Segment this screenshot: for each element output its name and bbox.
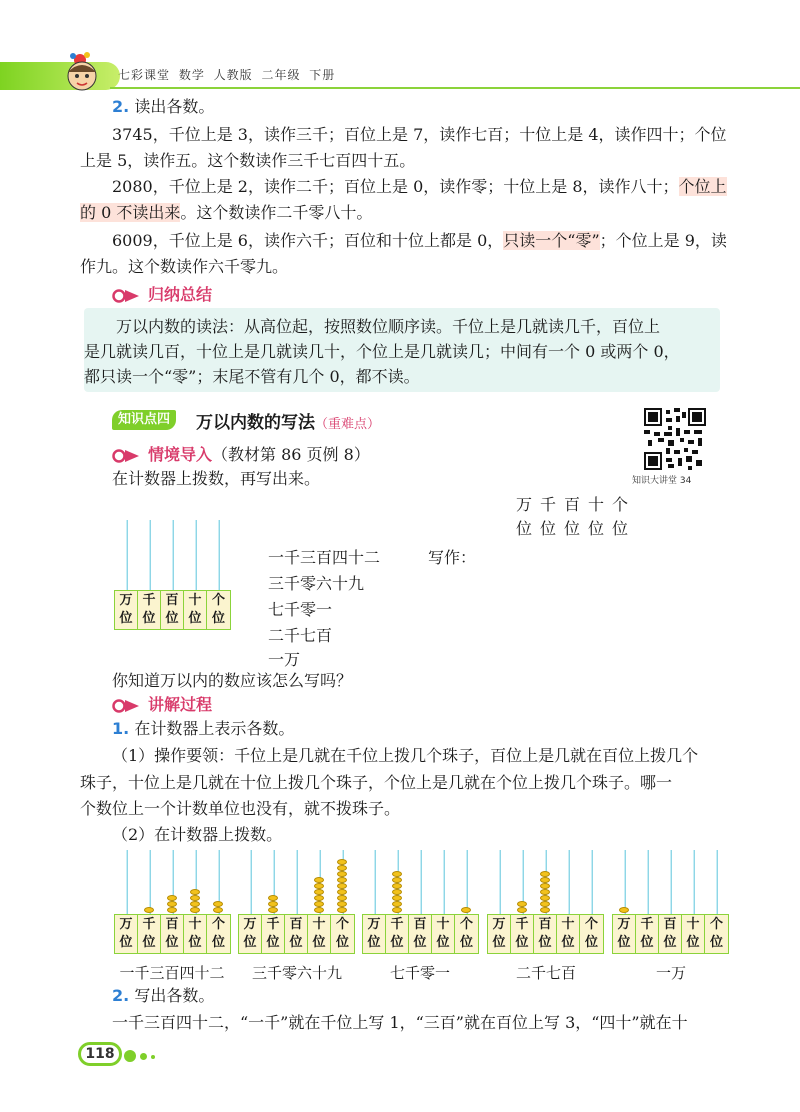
place-label-bottom: 位	[584, 935, 598, 950]
place-label-bottom: 位	[709, 935, 723, 950]
place-label-bottom: 位	[515, 935, 529, 950]
arrow-bullet-icon	[112, 449, 140, 463]
abacus-rod-ge	[591, 850, 593, 914]
place-label-bottom: 位	[142, 935, 156, 950]
place-label-bottom: 位	[492, 935, 506, 950]
place-label-qian	[386, 915, 409, 953]
place-label-wan	[488, 915, 511, 953]
abacus-1342	[114, 850, 232, 954]
place-label-bai	[161, 915, 184, 953]
empty-abacus	[114, 520, 232, 630]
abacus-bead	[190, 889, 200, 895]
place-label-qian	[262, 915, 285, 953]
place-label-top: 千	[142, 593, 156, 608]
abacus-bead	[314, 889, 324, 895]
situation-heading	[112, 444, 370, 466]
abacus-bead	[268, 907, 278, 913]
place-label-bottom: 位	[165, 611, 179, 626]
place-label-top: 千	[142, 917, 156, 932]
place-label-bottom: 位	[538, 935, 552, 950]
abacus-bead	[314, 901, 324, 907]
place-label-top: 千	[515, 917, 529, 932]
number-item: 三千零六十九	[268, 574, 365, 593]
abacus-bead	[392, 901, 402, 907]
abacus-bead	[314, 907, 324, 913]
place-label-bottom: 位	[640, 935, 654, 950]
place-label-ge	[331, 915, 354, 953]
abacus-bead	[392, 883, 402, 889]
place-label-top: 个	[335, 917, 349, 932]
place-label-bottom: 位	[142, 611, 156, 626]
number-item: 七千零一	[268, 600, 333, 619]
abacus-bead	[392, 907, 402, 913]
place-label-top: 万	[119, 593, 133, 608]
abacus-bead	[540, 895, 550, 901]
abacus-rod-ge	[716, 850, 718, 914]
reading-line-3	[112, 176, 762, 198]
abacus-base	[238, 914, 355, 954]
abacus-bead	[619, 907, 629, 913]
abacus-caption: 一万	[655, 964, 686, 982]
place-label-bai	[161, 591, 184, 629]
place-values-bottom: 位位位位位	[516, 519, 637, 538]
place-label-shi	[432, 915, 455, 953]
place-label-top: 百	[538, 917, 552, 932]
place-label-top: 百	[663, 917, 677, 932]
abacus-bead	[392, 877, 402, 883]
place-label-top: 百	[165, 593, 179, 608]
textbook-ref: （教材第 86 页例 8）	[212, 445, 370, 464]
place-label-ge	[455, 915, 478, 953]
abacus-rod-shi	[693, 850, 695, 914]
explain-last-line: 一千三百四十二，“一千”就在千位上写 1，“三百”就在百位上写 3，“四十”就在十	[112, 1013, 688, 1032]
place-label-wan	[115, 591, 138, 629]
number-item: 一万	[268, 650, 301, 669]
abacus-bead	[540, 883, 550, 889]
abacus-bead	[540, 889, 550, 895]
place-label-ge	[580, 915, 603, 953]
abacus-bead	[461, 907, 471, 913]
place-label-bottom: 位	[165, 935, 179, 950]
place-values-top: 万千百十个	[516, 495, 637, 514]
place-label-top: 千	[266, 917, 280, 932]
abacus-bead	[337, 865, 347, 871]
knowledge-badge: 知识点四	[112, 410, 176, 430]
place-label-shi	[557, 915, 580, 953]
place-label-top: 千	[390, 917, 404, 932]
reading-text: 6009，千位上是 6，读作六千；百位和十位上都是 0，	[112, 231, 504, 250]
reading-heading	[112, 96, 762, 118]
abacus-bead	[213, 907, 223, 913]
place-label-top: 个	[211, 917, 225, 932]
abacus-rod-bai	[172, 520, 174, 590]
abacus-bead	[337, 907, 347, 913]
abacus-rod-qian	[149, 850, 151, 914]
place-label-top: 十	[188, 917, 202, 932]
number-item: 一千三百四十二	[268, 548, 381, 567]
place-label-bottom: 位	[390, 935, 404, 950]
abacus-bead	[337, 859, 347, 865]
abacus-caption: 一千三百四十二	[119, 964, 225, 982]
abacus-rod-wan	[624, 850, 626, 914]
abacus-caption: 二千七百	[515, 964, 576, 982]
situation-title: 情境导入	[148, 445, 213, 464]
abacus-base	[487, 914, 604, 954]
footer-dot-icon	[140, 1053, 147, 1060]
summary-heading	[112, 284, 212, 306]
qr-code-icon[interactable]	[644, 408, 706, 470]
place-label-top: 百	[289, 917, 303, 932]
qr-label: 知识大讲堂 34	[632, 476, 692, 486]
item-number: 2.	[112, 97, 130, 116]
place-label-top: 十	[436, 917, 450, 932]
place-label-top: 万	[492, 917, 506, 932]
place-label-qian	[511, 915, 534, 953]
explain-para-4: （2）在计数器上拨数。	[112, 825, 283, 844]
abacus-bead	[268, 895, 278, 901]
highlight-text: 只读一个“零”	[503, 231, 600, 250]
abacus-rod-wan	[126, 850, 128, 914]
place-label-bottom: 位	[663, 935, 677, 950]
abacus-rod-bai	[296, 850, 298, 914]
abacus-bead	[337, 883, 347, 889]
place-label-bottom: 位	[312, 935, 326, 950]
reading-text: 2080，千位上是 2，读作二千；百位上是 0，读作零；十位上是 8，读作八十；	[112, 177, 679, 196]
place-label-top: 个	[584, 917, 598, 932]
abacus-2700	[487, 850, 605, 954]
abacus-caption: 三千零六十九	[251, 964, 342, 982]
summary-title: 归纳总结	[148, 285, 213, 304]
place-label-top: 百	[413, 917, 427, 932]
footer-dot-icon	[124, 1050, 136, 1062]
place-label-ge	[207, 591, 230, 629]
summary-box	[84, 308, 720, 392]
item-title: 写出各数。	[134, 986, 215, 1005]
place-label-bottom: 位	[561, 935, 575, 950]
abacus-rod-wan	[250, 850, 252, 914]
abacus-bead	[540, 877, 550, 883]
place-label-top: 万	[119, 917, 133, 932]
place-label-bottom: 位	[436, 935, 450, 950]
abacus-bead	[540, 907, 550, 913]
reading-line-6: 作九。这个数读作六千零九。	[80, 257, 289, 276]
place-label-bottom: 位	[243, 935, 257, 950]
place-label-top: 千	[640, 917, 654, 932]
place-label-bottom: 位	[413, 935, 427, 950]
abacus-rod-qian	[149, 520, 151, 590]
place-label-top: 万	[243, 917, 257, 932]
abacus-bead	[314, 883, 324, 889]
abacus-bead	[213, 901, 223, 907]
place-label-shi	[184, 915, 207, 953]
abacus-bead	[314, 895, 324, 901]
knowledge-tag: （重难点）	[315, 417, 381, 432]
abacus-bead	[517, 901, 527, 907]
place-label-bottom: 位	[188, 611, 202, 626]
place-label-bottom: 位	[211, 611, 225, 626]
abacus-rod-shi	[443, 850, 445, 914]
highlight-text: 个位上	[678, 177, 727, 196]
situation-instruction: 在计数器上拨数，再写出来。	[112, 469, 321, 488]
place-label-qian	[636, 915, 659, 953]
abacus-bead	[190, 901, 200, 907]
footer-dot-icon	[151, 1055, 155, 1059]
abacus-rod-ge	[466, 850, 468, 914]
knowledge-title-text: 万以内数的写法	[196, 413, 315, 433]
abacus-bead	[337, 871, 347, 877]
arrow-bullet-icon	[112, 699, 140, 713]
place-label-top: 百	[165, 917, 179, 932]
reading-line-2: 上是 5，读作五。这个数读作三千七百四十五。	[80, 151, 416, 170]
arrow-bullet-icon	[112, 289, 140, 303]
reading-text: 。这个数读作二千零八十。	[180, 203, 373, 222]
place-label-bai	[534, 915, 557, 953]
abacus-bead	[144, 907, 154, 913]
summary-line-3: 都只读一个“零”；末尾不管有几个 0，都不读。	[84, 367, 420, 386]
abacus-bead	[392, 871, 402, 877]
abacus-rod-bai	[670, 850, 672, 914]
place-label-top: 十	[686, 917, 700, 932]
abacus-base	[114, 590, 231, 630]
place-label-shi	[308, 915, 331, 953]
abacus-bead	[314, 877, 324, 883]
summary-line-1: 万以内数的读法：从高位起，按照数位顺序读。千位上是几就读几千，百位上	[116, 317, 661, 336]
item-number: 2.	[112, 986, 130, 1005]
item-title: 读出各数。	[134, 97, 215, 116]
place-label-top: 个	[709, 917, 723, 932]
header-rule	[110, 87, 800, 89]
page-number: 118	[78, 1042, 122, 1066]
place-label-top: 万	[367, 917, 381, 932]
highlight-text: 的 0 不读出来	[80, 203, 181, 222]
abacus-rod-wan	[374, 850, 376, 914]
place-label-shi	[184, 591, 207, 629]
abacus-bead	[167, 907, 177, 913]
place-label-top: 十	[312, 917, 326, 932]
place-label-top: 万	[617, 917, 631, 932]
abacus-bead	[337, 895, 347, 901]
place-label-bottom: 位	[188, 935, 202, 950]
abacus-10000	[612, 850, 730, 954]
explain-item-2	[112, 985, 762, 1007]
place-label-wan	[613, 915, 636, 953]
header-title: 七彩课堂 数学 人教版 二年级 下册	[118, 68, 336, 82]
place-label-bai	[409, 915, 432, 953]
abacus-rod-wan	[499, 850, 501, 914]
abacus-rod-ge	[218, 520, 220, 590]
abacus-caption: 七千零一	[389, 964, 450, 982]
place-label-bottom: 位	[211, 935, 225, 950]
abacus-bead	[517, 907, 527, 913]
abacus-bead	[190, 895, 200, 901]
abacus-rod-qian	[647, 850, 649, 914]
explain-para-3: 个数位上一个计数单位也没有，就不拨珠子。	[80, 799, 401, 818]
abacus-bead	[337, 901, 347, 907]
place-label-bottom: 位	[119, 935, 133, 950]
place-label-top: 十	[188, 593, 202, 608]
place-label-qian	[138, 915, 161, 953]
item-title: 在计数器上表示各数。	[134, 719, 295, 738]
abacus-bead	[337, 877, 347, 883]
situation-question: 你知道万以内的数应该怎么写吗？	[112, 671, 353, 690]
place-label-bottom: 位	[367, 935, 381, 950]
abacus-rod-shi	[195, 520, 197, 590]
summary-line-2: 是几就读几百，十位上是几就读几十，个位上是几就读几；中间有一个 0 或两个 0，	[84, 342, 680, 361]
place-label-bottom: 位	[686, 935, 700, 950]
place-label-bai	[659, 915, 682, 953]
explain-para-1: （1）操作要领：千位上是几就在千位上拨几个珠子，百位上是几就在百位上拨几个	[112, 746, 699, 765]
place-label-bottom: 位	[459, 935, 473, 950]
abacus-base	[114, 914, 231, 954]
writing-label: 写作：	[428, 548, 477, 567]
abacus-bead	[268, 901, 278, 907]
abacus-bead	[540, 871, 550, 877]
abacus-bead	[167, 895, 177, 901]
place-label-wan	[239, 915, 262, 953]
item-number: 1.	[112, 719, 130, 738]
place-label-top: 个	[211, 593, 225, 608]
knowledge-title	[196, 408, 380, 433]
place-label-bottom: 位	[335, 935, 349, 950]
place-label-shi	[682, 915, 705, 953]
place-label-top: 个	[459, 917, 473, 932]
place-label-top: 十	[561, 917, 575, 932]
place-label-bottom: 位	[617, 935, 631, 950]
abacus-bead	[167, 901, 177, 907]
abacus-rod-bai	[420, 850, 422, 914]
abacus-bead	[190, 907, 200, 913]
reading-line-5	[112, 230, 762, 252]
abacus-7001	[362, 850, 480, 954]
explain-heading	[112, 694, 212, 716]
reading-line-1: 3745，千位上是 3，读作三千；百位上是 7，读作七百；十位上是 4，读作四十；个位	[112, 125, 727, 144]
place-label-bottom: 位	[289, 935, 303, 950]
place-label-wan	[363, 915, 386, 953]
place-label-bottom: 位	[266, 935, 280, 950]
explain-title: 讲解过程	[148, 695, 213, 714]
reading-line-4	[80, 202, 730, 224]
place-label-bai	[285, 915, 308, 953]
abacus-base	[362, 914, 479, 954]
abacus-bead	[337, 889, 347, 895]
abacus-base	[612, 914, 729, 954]
abacus-rod-shi	[568, 850, 570, 914]
mascot-icon	[56, 44, 108, 96]
abacus-bead	[392, 895, 402, 901]
number-item: 二千七百	[268, 626, 333, 645]
place-label-wan	[115, 915, 138, 953]
abacus-bead	[540, 901, 550, 907]
abacus-bead	[392, 889, 402, 895]
place-label-ge	[705, 915, 728, 953]
reading-text: ；个位上是 9，读	[599, 231, 727, 250]
abacus-3069	[238, 850, 356, 954]
place-label-qian	[138, 591, 161, 629]
place-label-ge	[207, 915, 230, 953]
abacus-rod-wan	[126, 520, 128, 590]
place-label-bottom: 位	[119, 611, 133, 626]
explain-item-1	[112, 718, 762, 740]
explain-para-2: 珠子，十位上是几就在十位上拨几个珠子，个位上是几就在个位上拨几个珠子。哪一	[80, 773, 673, 792]
